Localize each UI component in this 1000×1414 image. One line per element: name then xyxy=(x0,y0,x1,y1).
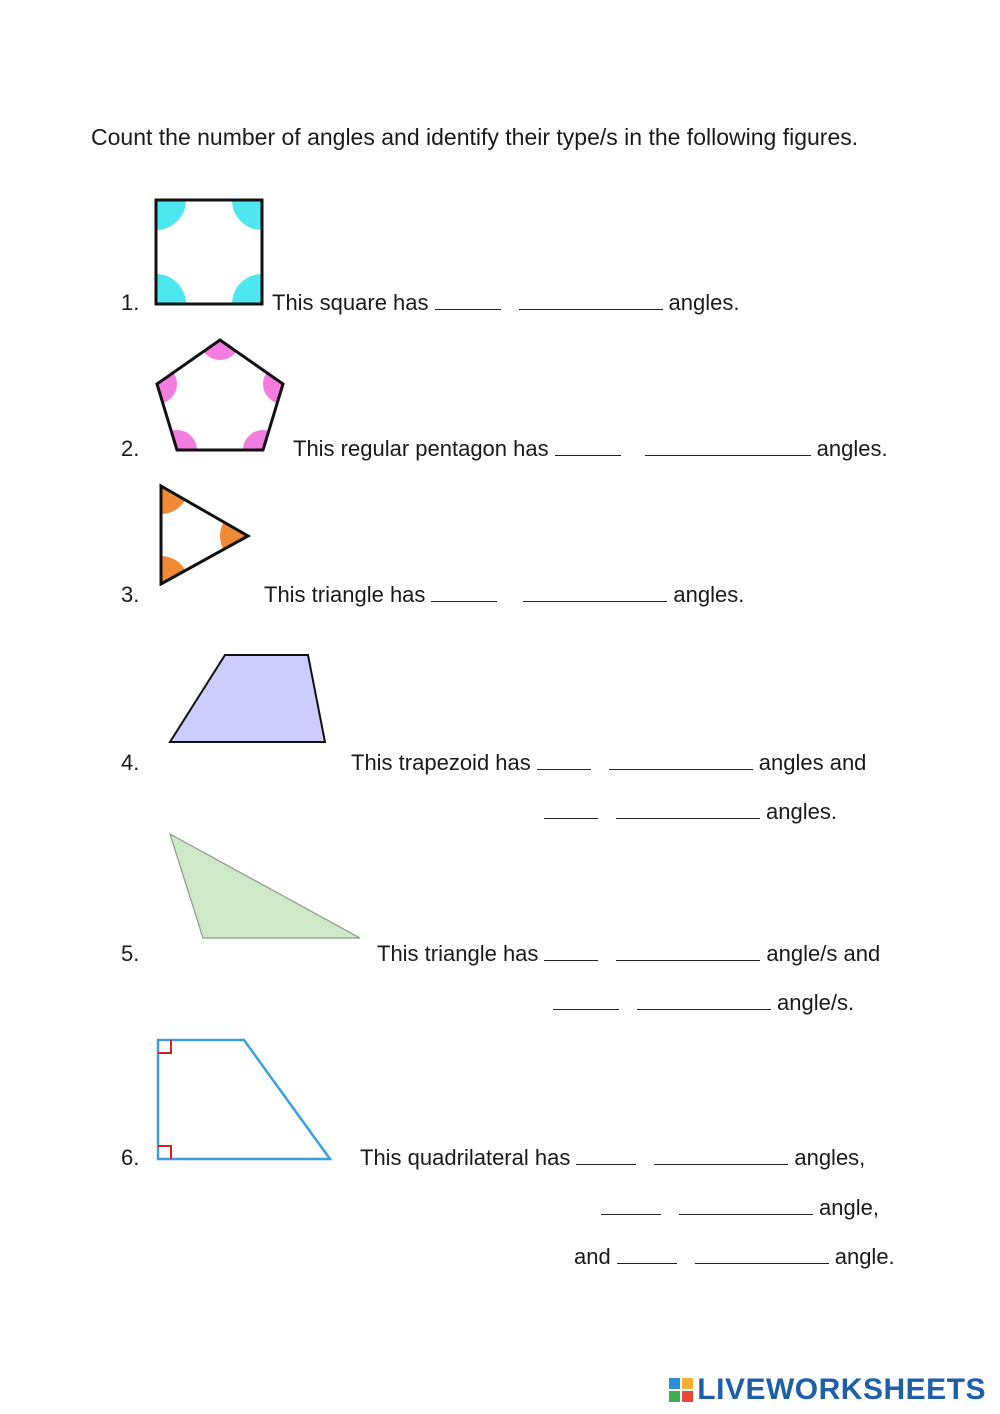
answer-blank-count[interactable] xyxy=(544,942,598,961)
answer-blank-type[interactable] xyxy=(523,583,667,602)
item-number: 4. xyxy=(121,750,140,775)
item-number: 1. xyxy=(121,290,140,315)
item-line: This square has angles. xyxy=(272,290,740,315)
item-number: 2. xyxy=(121,436,140,461)
answer-blank-type[interactable] xyxy=(645,437,811,456)
answer-blank-count[interactable] xyxy=(435,291,501,310)
instruction-text: Count the number of angles and identify their type/s in the following figures. xyxy=(91,124,859,150)
item-number: 3. xyxy=(121,582,140,607)
answer-blank-count[interactable] xyxy=(617,1245,677,1264)
item-line: This quadrilateral has angles, xyxy=(360,1145,866,1170)
item-line: and angle. xyxy=(574,1244,895,1269)
right-trapezoid-figure xyxy=(152,1034,336,1166)
answer-blank-type[interactable] xyxy=(654,1146,788,1165)
logo-icon xyxy=(669,1378,693,1402)
answer-blank-count[interactable] xyxy=(555,437,621,456)
item-line: This triangle has angle/s and xyxy=(377,941,881,966)
item-line: This trapezoid has angles and xyxy=(351,750,867,775)
trapezoid-figure xyxy=(166,652,330,746)
obtuse-triangle-figure xyxy=(166,830,366,944)
item-number: 6. xyxy=(121,1145,140,1170)
answer-blank-count[interactable] xyxy=(601,1196,661,1215)
answer-blank-type[interactable] xyxy=(616,942,760,961)
item-line: This triangle has angles. xyxy=(264,582,745,607)
answer-blank-type[interactable] xyxy=(637,991,771,1010)
item-line: This regular pentagon has angles. xyxy=(293,436,888,461)
item-number: 5. xyxy=(121,941,140,966)
answer-blank-type[interactable] xyxy=(616,800,760,819)
item-line: angles. xyxy=(538,799,837,825)
square-figure xyxy=(152,196,266,308)
item-line: angle/s. xyxy=(547,990,854,1016)
answer-blank-type[interactable] xyxy=(679,1196,813,1215)
answer-blank-type[interactable] xyxy=(695,1245,829,1264)
answer-blank-type[interactable] xyxy=(519,291,663,310)
answer-blank-count[interactable] xyxy=(553,991,619,1010)
answer-blank-type[interactable] xyxy=(609,751,753,770)
answer-blank-count[interactable] xyxy=(431,583,497,602)
pentagon-figure xyxy=(150,334,290,456)
logo-text: LIVEWORKSHEETS xyxy=(697,1373,986,1406)
answer-blank-count[interactable] xyxy=(544,800,598,819)
answer-blank-count[interactable] xyxy=(537,751,591,770)
answer-blank-count[interactable] xyxy=(576,1146,636,1165)
liveworksheets-logo xyxy=(669,1373,986,1407)
triangle-figure xyxy=(154,480,254,586)
item-line: angle, xyxy=(595,1195,879,1221)
